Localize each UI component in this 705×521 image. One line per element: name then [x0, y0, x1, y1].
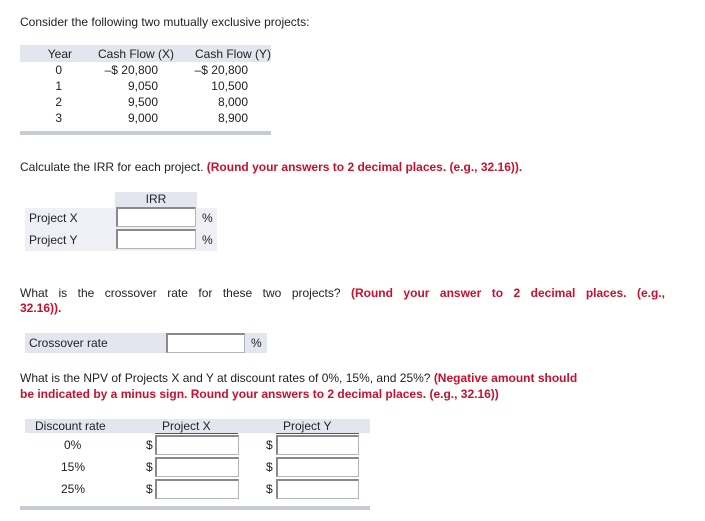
irr-input-project-x[interactable]: [116, 207, 196, 227]
table-cell-cashflow-x: 9,050: [127, 79, 158, 93]
crossover-rate-input[interactable]: [166, 333, 245, 353]
question-npv-text: What is the NPV of Projects X and Y at discount rates of 0%, 15%, and 25%?: [20, 371, 431, 385]
question-crossover: [20, 286, 665, 300]
question-irr-note: (Round your answers to 2 decimal places. (e.g., 32.16)).: [206, 160, 523, 174]
npv-input-x-0[interactable]: [155, 435, 239, 455]
irr-input-project-y[interactable]: [116, 229, 196, 249]
row-label-project-y: Project Y: [29, 233, 78, 247]
col-header-discount-rate: Discount rate: [35, 419, 106, 433]
header-underline-y: [276, 433, 359, 434]
header-underline-x: [155, 433, 238, 434]
question-irr: [20, 160, 522, 174]
table-cell-year: 3: [55, 111, 62, 125]
table-cell-cashflow-x: 9,500: [127, 95, 158, 109]
npv-input-y-0[interactable]: [276, 435, 359, 455]
npv-table-bottom-rule: [20, 506, 370, 510]
table-cell-cashflow-x: 9,000: [127, 111, 158, 125]
table-cell-cashflow-y: 10,500: [211, 79, 248, 93]
dollar-sign: $: [266, 438, 273, 452]
dollar-sign: $: [146, 438, 153, 452]
table-cell-year: 1: [55, 79, 62, 93]
percent-unit: %: [202, 211, 213, 225]
table-cell-cashflow-y: 8,000: [217, 95, 248, 109]
npv-input-y-25[interactable]: [276, 479, 359, 499]
question-crossover-note-1: (Round your answer to 2 decimal places. (e.g.,: [350, 286, 665, 300]
question-irr-text: Calculate the IRR for each project.: [20, 160, 204, 174]
percent-unit: %: [202, 233, 213, 247]
col-header-cashflow-x: Cash Flow (X): [97, 47, 174, 61]
dollar-sign: $: [146, 460, 153, 474]
table-cell-cashflow-x: –$ 20,800: [104, 63, 158, 77]
dollar-sign: $: [146, 482, 153, 496]
table-bottom-rule: [20, 131, 271, 135]
intro-text: Consider the following two mutually exclusive projects:: [20, 15, 310, 29]
npv-input-x-15[interactable]: [155, 457, 239, 477]
question-crossover-text: What is the crossover rate for these two projects?: [20, 286, 341, 300]
npv-input-x-25[interactable]: [155, 479, 239, 499]
discount-rate-cell: 25%: [61, 482, 86, 496]
row-label-project-x: Project X: [29, 211, 78, 225]
table-cell-cashflow-y: 8,900: [217, 111, 248, 125]
table-cell-cashflow-y: –$ 20,800: [194, 63, 248, 77]
table-cell-year: 2: [55, 95, 62, 109]
question-npv-note-2: be indicated by a minus sign. Round your answers to 2 decimal places. (e.g., 32.16)): [20, 387, 499, 401]
table-cell-year: 0: [55, 63, 62, 77]
percent-unit: %: [251, 336, 262, 350]
discount-rate-cell: 15%: [61, 460, 86, 474]
question-crossover-note-2: 32.16)).: [20, 301, 62, 315]
col-header-project-x: Project X: [162, 419, 211, 433]
question-npv: [20, 371, 577, 385]
discount-rate-cell: 0%: [64, 438, 82, 452]
npv-input-y-15[interactable]: [276, 457, 359, 477]
dollar-sign: $: [266, 482, 273, 496]
irr-header: IRR: [145, 192, 167, 206]
crossover-label: Crossover rate: [29, 336, 108, 350]
col-header-cashflow-y: Cash Flow (Y): [194, 47, 271, 61]
question-npv-note-1: (Negative amount should: [433, 371, 578, 385]
col-header-year: Year: [47, 47, 72, 61]
col-header-project-y: Project Y: [283, 419, 332, 433]
dollar-sign: $: [266, 460, 273, 474]
